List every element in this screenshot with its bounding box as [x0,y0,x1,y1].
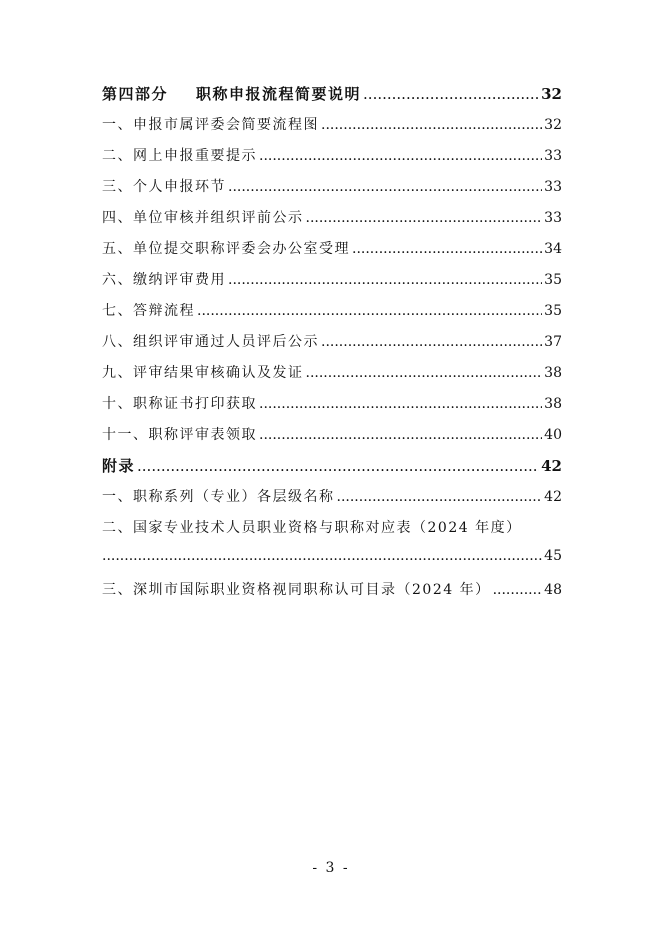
dot-leader [137,457,539,475]
toc-entry[interactable] [102,176,562,207]
dot-leader [321,117,542,133]
toc-entry-title: 二、国家专业技术人员职业资格与职称对应表（2024 年度） [102,520,522,536]
section-label: 第四部分 [102,85,169,103]
toc-entry[interactable] [102,269,562,300]
table-of-contents [102,83,562,610]
toc-entry-continuation[interactable] [102,548,562,579]
toc-entry[interactable] [102,486,562,517]
toc-entry-title: 三、个人申报环节 [102,179,226,195]
toc-entry[interactable] [102,362,562,393]
toc-entry[interactable] [102,517,562,548]
dot-leader [306,210,543,226]
toc-entry-title: 五、单位提交职称评委会办公室受理 [102,241,350,257]
toc-entry[interactable] [102,145,562,176]
dot-leader [363,85,539,103]
toc-entry[interactable] [102,114,562,145]
toc-entry-title: 一、申报市属评委会简要流程图 [102,117,319,133]
toc-entry[interactable] [102,238,562,269]
toc-entry-page: 40 [544,427,562,443]
toc-entry[interactable] [102,424,562,455]
toc-entry-title: 八、组织评审通过人员评后公示 [102,334,319,350]
section-title: 职称申报流程简要说明 [196,85,362,103]
page-number: - 3 - [312,860,350,876]
toc-entry-page: 34 [544,241,562,257]
toc-entry[interactable] [102,331,562,362]
toc-entry-page: 33 [544,179,562,195]
toc-entry-title: 三、深圳市国际职业资格视同职称认可目录（2024 年） [102,582,491,598]
dot-leader [337,489,543,505]
toc-entry-page: 33 [544,210,562,226]
toc-entry-title: 附录 [102,457,136,475]
toc-entry-title [102,83,361,104]
toc-entry-page: 48 [544,582,562,598]
dot-leader [352,241,542,257]
toc-entry-page: 38 [544,365,562,381]
toc-entry[interactable] [102,393,562,424]
dot-leader [102,548,542,564]
dot-leader [321,334,542,350]
toc-entry-page: 42 [541,457,562,475]
toc-entry-page: 37 [544,334,562,350]
toc-entry-page: 42 [544,489,562,505]
dot-leader [259,427,542,443]
toc-entry-page: 35 [544,272,562,288]
dot-leader [197,303,542,319]
toc-entry-title: 七、答辩流程 [102,303,195,319]
dot-leader [493,582,543,598]
toc-entry-title: 十一、职称评审表领取 [102,427,257,443]
toc-entry[interactable] [102,579,562,610]
toc-entry-title: 六、缴纳评审费用 [102,272,226,288]
toc-entry-page: 38 [544,396,562,412]
toc-entry-section4[interactable] [102,83,562,114]
toc-entry-title: 四、单位审核并组织评前公示 [102,210,304,226]
toc-entry-title: 二、网上申报重要提示 [102,148,257,164]
dot-leader [228,272,542,288]
toc-entry-page: 32 [544,117,562,133]
toc-entry-title: 十、职称证书打印获取 [102,396,257,412]
toc-entry-appendix[interactable] [102,455,562,486]
toc-entry-title: 九、评审结果审核确认及发证 [102,365,304,381]
toc-entry[interactable] [102,207,562,238]
toc-entry-page: 35 [544,303,562,319]
toc-entry-page: 45 [544,548,562,564]
dot-leader [259,396,542,412]
toc-entry-page: 32 [541,85,562,103]
dot-leader [228,179,542,195]
toc-entry-title: 一、职称系列（专业）各层级名称 [102,489,335,505]
toc-entry[interactable] [102,300,562,331]
dot-leader [259,148,542,164]
dot-leader [306,365,543,381]
toc-entry-page: 33 [544,148,562,164]
